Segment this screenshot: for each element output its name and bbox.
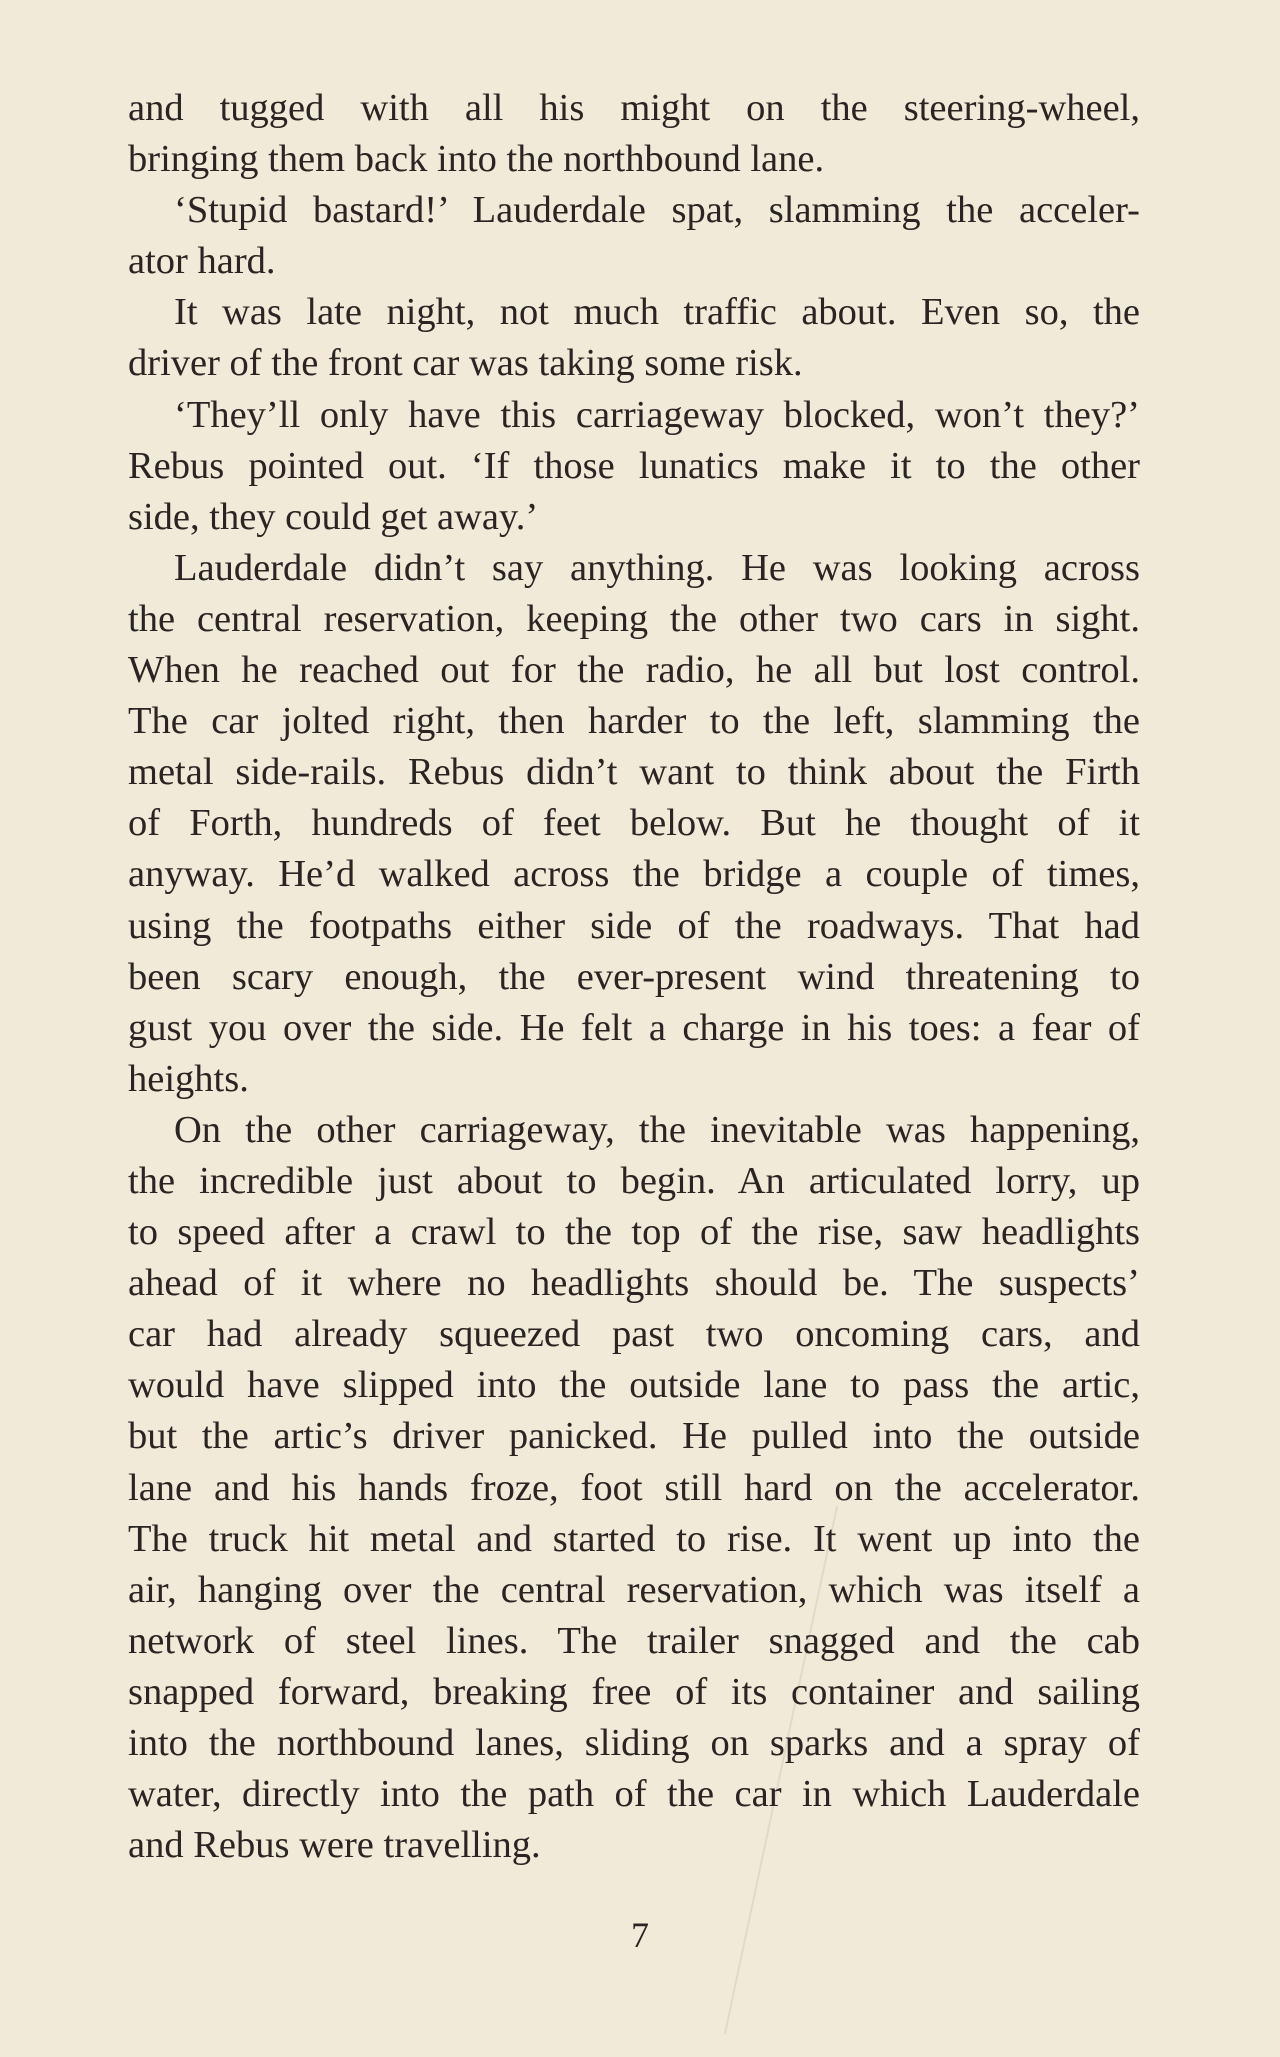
text-line: gust you over the side. He felt a charge in his toes: a fear of bbox=[128, 1006, 1140, 1049]
text-line: ator hard. bbox=[128, 240, 276, 283]
paragraph bbox=[128, 185, 1140, 287]
paragraph bbox=[128, 287, 1140, 389]
text-line: When he reached out for the radio, he all but lost control. bbox=[128, 649, 1140, 692]
text-line: would have slipped into the outside lane to pass the artic, bbox=[128, 1364, 1140, 1407]
text-line: using the footpaths either side of the roadways. That had bbox=[128, 904, 1140, 947]
text-line: ‘They’ll only have this carriageway blocked, won’t they?’ bbox=[174, 393, 1140, 436]
paragraph bbox=[128, 1105, 1140, 1871]
text-line: and Rebus were travelling. bbox=[128, 1824, 541, 1867]
text-line: car had already squeezed past two oncoming cars, and bbox=[128, 1313, 1140, 1356]
text-line: The car jolted right, then harder to the left, slamming the bbox=[128, 700, 1140, 743]
text-line: to speed after a crawl to the top of the rise, saw headlights bbox=[128, 1211, 1140, 1254]
text-line: of Forth, hundreds of feet below. But he thought of it bbox=[128, 802, 1140, 845]
text-line: water, directly into the path of the car in which Lauderdale bbox=[128, 1773, 1140, 1816]
text-line: The truck hit metal and started to rise. It went up into the bbox=[128, 1517, 1140, 1560]
text-line: ahead of it where no headlights should be. The suspects’ bbox=[128, 1262, 1140, 1305]
text-line: ‘Stupid bastard!’ Lauderdale spat, slamming the acceler- bbox=[174, 189, 1140, 232]
text-line: It was late night, not much traffic about. Even so, the bbox=[174, 291, 1140, 334]
text-line: side, they could get away.’ bbox=[128, 495, 539, 538]
text-line: and tugged with all his might on the steering-wheel, bbox=[128, 87, 1140, 129]
text-line: snapped forward, breaking free of its container and sailing bbox=[128, 1670, 1140, 1713]
text-line: bringing them back into the northbound lane. bbox=[128, 138, 825, 181]
text-line: lane and his hands froze, foot still hard on the accelerator. bbox=[128, 1466, 1140, 1509]
text-line: air, hanging over the central reservation, which was itself a bbox=[128, 1568, 1140, 1611]
text-line: but the artic’s driver panicked. He pulled into the outside bbox=[128, 1415, 1140, 1458]
body-text bbox=[128, 83, 1140, 1871]
paragraph bbox=[128, 390, 1140, 543]
text-line: metal side-rails. Rebus didn’t want to think about the Firth bbox=[128, 751, 1140, 794]
text-line: driver of the front car was taking some risk. bbox=[128, 342, 803, 385]
text-line: On the other carriageway, the inevitable was happening, bbox=[174, 1108, 1140, 1151]
text-line: the incredible just about to begin. An articulated lorry, up bbox=[128, 1159, 1140, 1202]
page-number: 7 bbox=[631, 1915, 649, 1955]
text-line: Rebus pointed out. ‘If those lunatics make it to the other bbox=[128, 444, 1140, 487]
text-line: network of steel lines. The trailer snagged and the cab bbox=[128, 1619, 1140, 1662]
text-line: the central reservation, keeping the other two cars in sight. bbox=[128, 597, 1140, 640]
text-line: been scary enough, the ever-present wind threatening to bbox=[128, 955, 1140, 998]
text-line: anyway. He’d walked across the bridge a couple of times, bbox=[128, 853, 1140, 896]
text-line: into the northbound lanes, sliding on sparks and a spray of bbox=[128, 1722, 1140, 1764]
text-line: Lauderdale didn’t say anything. He was looking across bbox=[174, 546, 1140, 589]
text-line: heights. bbox=[128, 1057, 249, 1100]
paragraph bbox=[128, 83, 1140, 185]
paragraph bbox=[128, 543, 1140, 1105]
